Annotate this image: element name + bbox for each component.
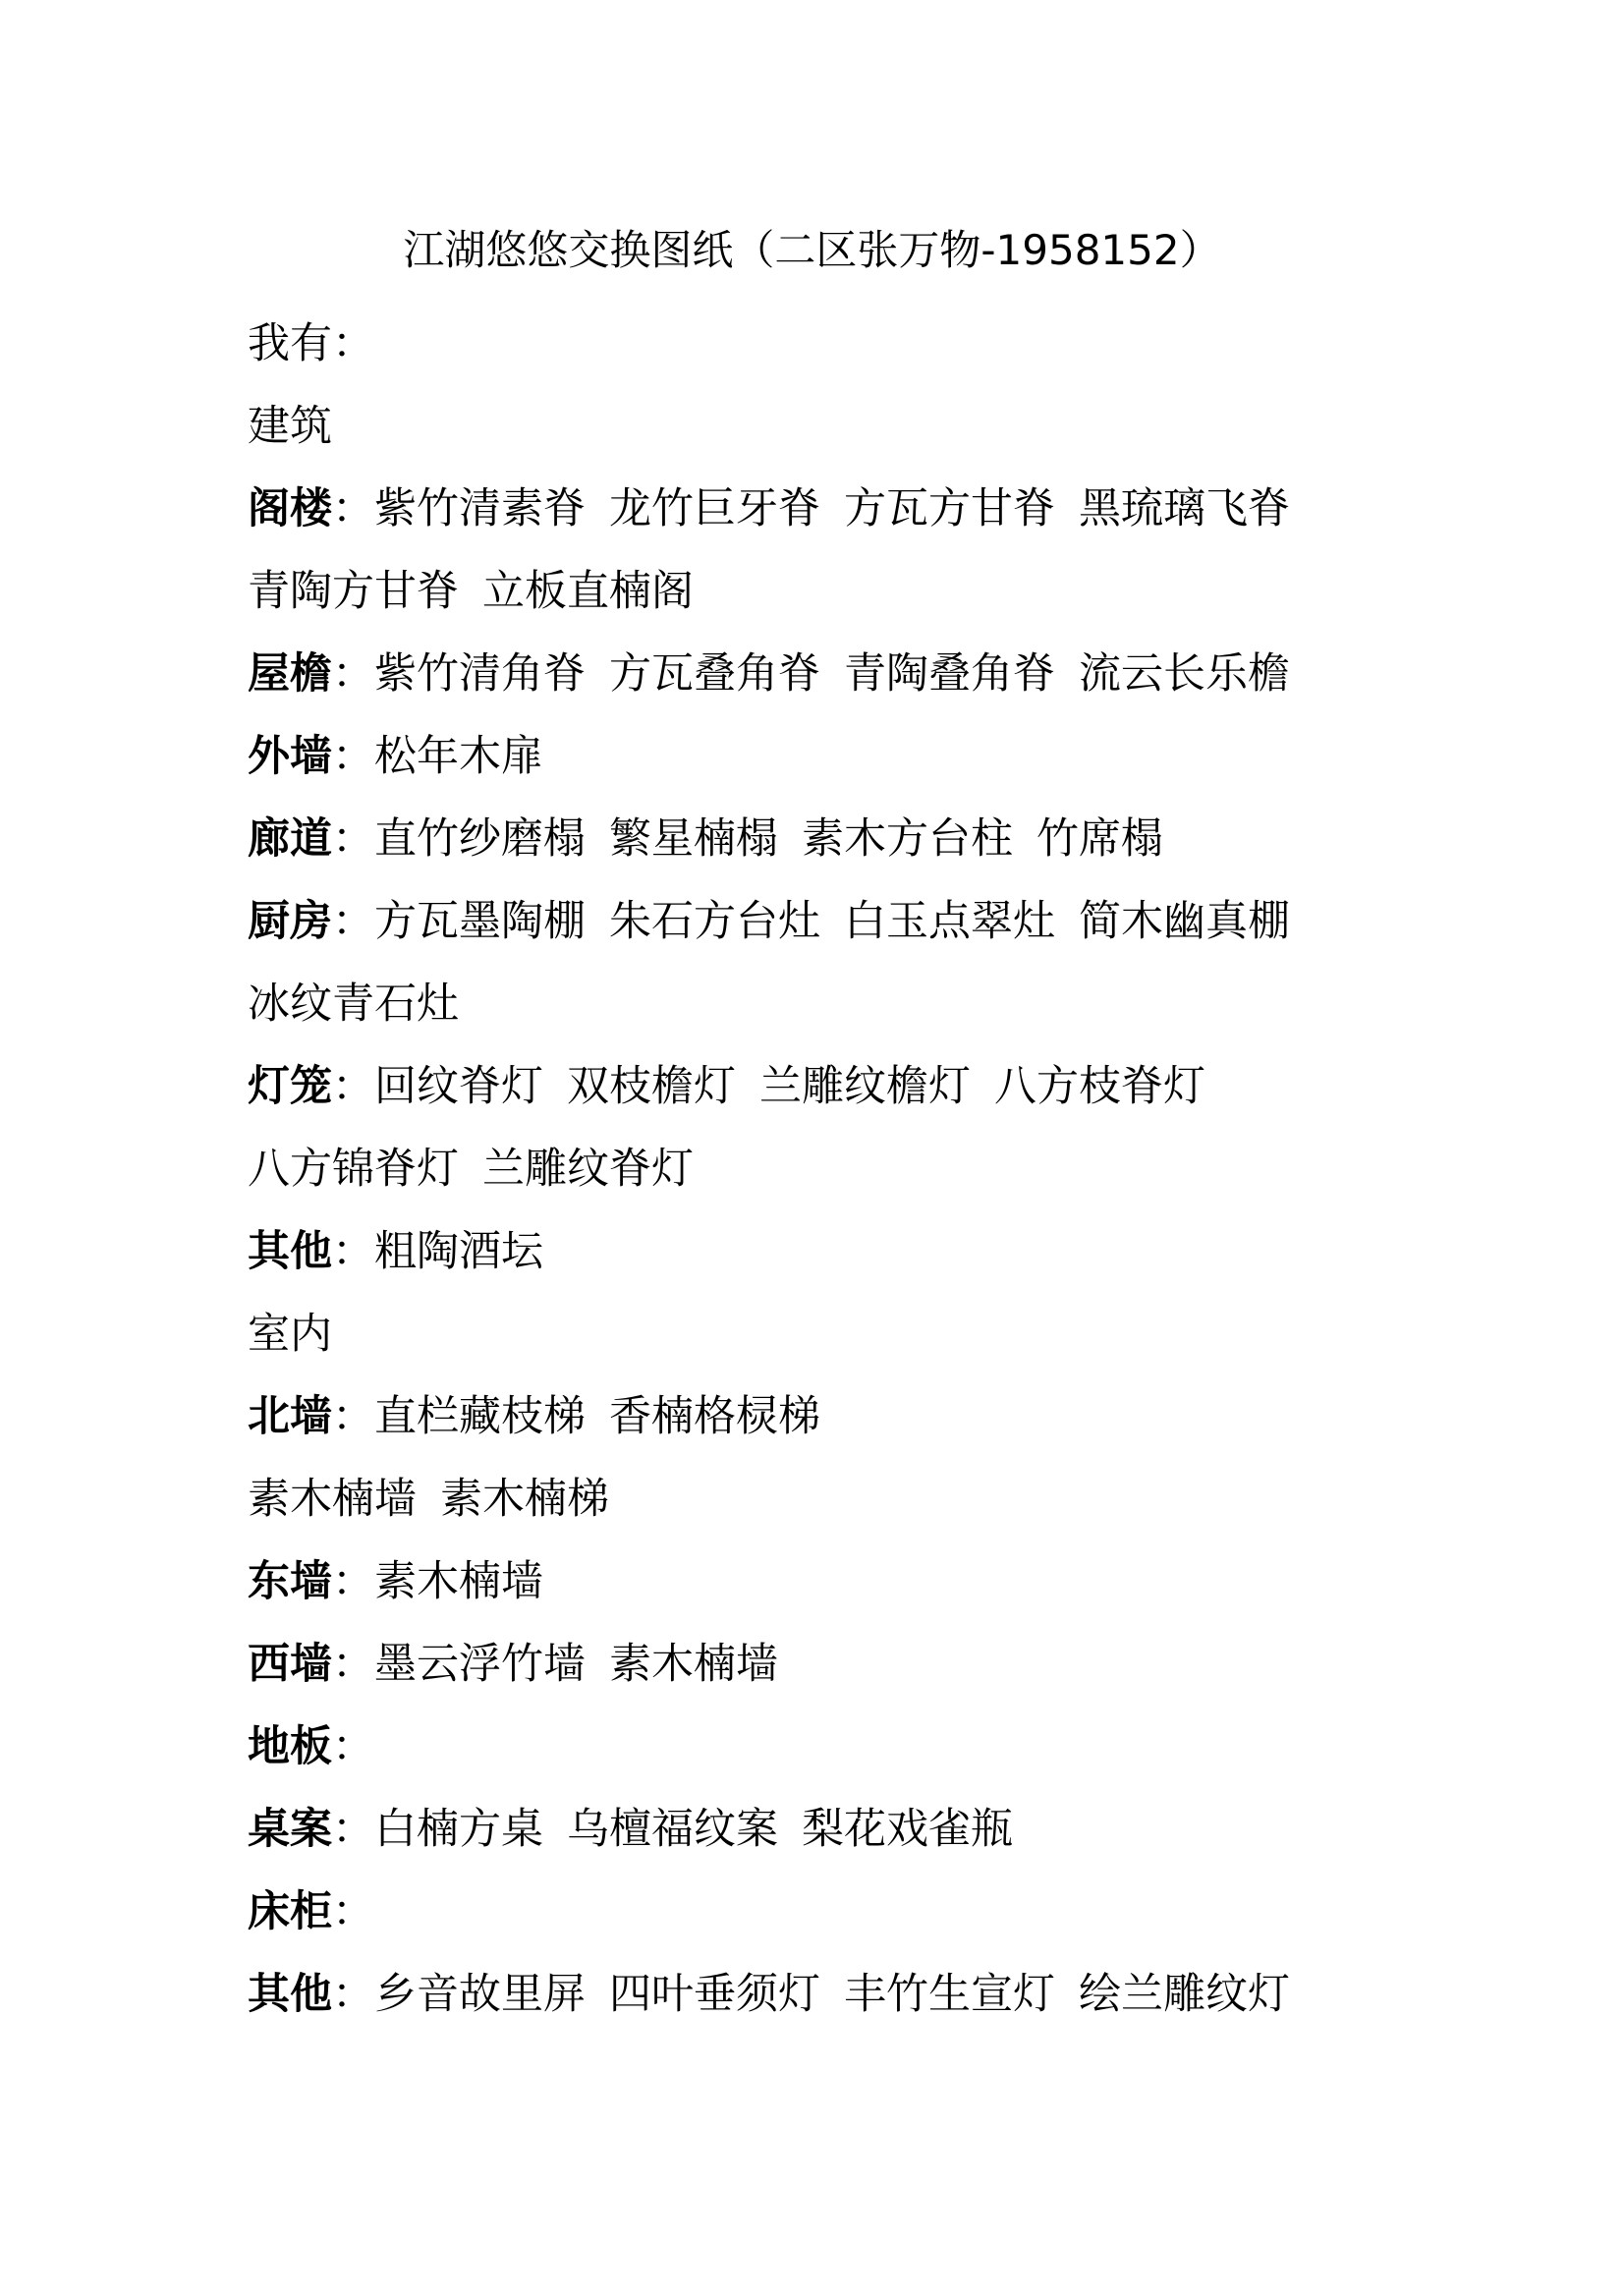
- blueprint-item: 素木楠墙: [248, 1475, 417, 1524]
- category-label: 地板: [248, 1722, 332, 1771]
- category-label: 西墙: [248, 1640, 332, 1689]
- item-group: [374, 1227, 543, 1276]
- list-line: [248, 1871, 1427, 1953]
- list-line: [248, 1706, 1427, 1788]
- category-label: 其他: [248, 1970, 332, 2019]
- blueprint-item: 双枝檐灯: [567, 1062, 736, 1111]
- blueprint-item: 立板直楠阁: [482, 567, 694, 616]
- label-separator: ：: [332, 1722, 374, 1771]
- list-line: [248, 798, 1427, 880]
- list-line: [248, 550, 1427, 633]
- list-line: [248, 1623, 1427, 1706]
- blueprint-item: 黑琉璃飞脊: [1079, 484, 1290, 533]
- blueprint-item: 直竹纱磨榻: [374, 814, 586, 864]
- list-line: [248, 1540, 1427, 1623]
- section-heading: 我有：: [248, 319, 374, 368]
- item-group: [374, 897, 1290, 946]
- blueprint-item: 青陶方甘脊: [248, 567, 459, 616]
- item-group: [374, 814, 1163, 864]
- blueprint-item: 墨云浮竹墙: [374, 1640, 586, 1689]
- list-line: [248, 715, 1427, 798]
- category-label: 厨房: [248, 897, 332, 946]
- label-separator: ：: [332, 649, 374, 699]
- blueprint-item: 简木幽真棚: [1079, 897, 1290, 946]
- item-group: [374, 1392, 820, 1441]
- blueprint-item: 龙竹巨牙脊: [609, 484, 820, 533]
- blueprint-item: 紫竹清角脊: [374, 649, 586, 699]
- blueprint-item: 流云长乐檐: [1079, 649, 1290, 699]
- blueprint-item: 方瓦墨陶棚: [374, 897, 586, 946]
- section-heading: 室内: [248, 1310, 332, 1359]
- item-group: [374, 1062, 1205, 1111]
- category-label: 其他: [248, 1227, 332, 1276]
- category-label: 阁楼: [248, 484, 332, 533]
- item-group: [374, 649, 1290, 699]
- blueprint-item: 四叶垂须灯: [609, 1970, 820, 2019]
- category-label: 灯笼: [248, 1062, 332, 1111]
- category-label: 床柜: [248, 1887, 332, 1936]
- list-line: [248, 880, 1427, 963]
- blueprint-item: 香楠格棂梯: [609, 1392, 820, 1441]
- list-line: [248, 1128, 1427, 1210]
- blueprint-item: 冰纹青石灶: [248, 980, 459, 1029]
- label-separator: ：: [332, 1557, 374, 1606]
- blueprint-item: 素木楠墙: [374, 1557, 543, 1606]
- blueprint-item: 兰雕纹脊灯: [482, 1145, 694, 1194]
- blueprint-item: 朱石方台灶: [609, 897, 820, 946]
- list-line: [248, 633, 1427, 715]
- label-separator: ：: [332, 1805, 374, 1854]
- blueprint-item: 白玉点翠灶: [844, 897, 1055, 946]
- category-label: 东墙: [248, 1557, 332, 1606]
- item-group: [374, 1805, 1013, 1854]
- label-separator: ：: [332, 1062, 374, 1111]
- blueprint-item: 绘兰雕纹灯: [1079, 1970, 1290, 2019]
- list-line: [248, 1953, 1427, 2036]
- blueprint-item: 八方枝脊灯: [994, 1062, 1205, 1111]
- item-group: [248, 1475, 609, 1524]
- label-separator: ：: [332, 897, 374, 946]
- section-heading: 建筑: [248, 402, 332, 451]
- blueprint-item: 素木楠墙: [609, 1640, 778, 1689]
- item-group: [374, 1970, 1290, 2019]
- blueprint-item: 竹席榻: [1036, 814, 1163, 864]
- item-group: [248, 980, 459, 1029]
- blueprint-item: 丰竹生宣灯: [844, 1970, 1055, 2019]
- blueprint-item: 素木楠梯: [440, 1475, 609, 1524]
- list-line: [248, 1788, 1427, 1871]
- category-label: 屋檐: [248, 649, 332, 699]
- category-label: 北墙: [248, 1392, 332, 1441]
- category-label: 桌案: [248, 1805, 332, 1854]
- document-title: 江湖悠悠交换图纸（二区张万物-1958152）: [403, 226, 1221, 274]
- blueprint-item: 兰雕纹檐灯: [759, 1062, 971, 1111]
- label-separator: ：: [332, 1970, 374, 2019]
- blueprint-item: 回纹脊灯: [374, 1062, 543, 1111]
- item-group: [374, 1557, 543, 1606]
- label-separator: ：: [332, 1887, 374, 1936]
- blueprint-item: 白楠方桌: [374, 1805, 543, 1854]
- category-label: 廊道: [248, 814, 332, 864]
- category-label: 外墙: [248, 732, 332, 781]
- item-group: [248, 1145, 694, 1194]
- blueprint-item: 青陶叠角脊: [844, 649, 1055, 699]
- blueprint-item: 松年木扉: [374, 732, 543, 781]
- item-group: [374, 732, 543, 781]
- blueprint-item: 方瓦叠角脊: [609, 649, 820, 699]
- blueprint-item: 粗陶酒坛: [374, 1227, 543, 1276]
- blueprint-list: [248, 303, 1427, 2036]
- blueprint-item: 八方锦脊灯: [248, 1145, 459, 1194]
- list-line: [248, 1458, 1427, 1540]
- item-group: [374, 1640, 778, 1689]
- label-separator: ：: [332, 1392, 374, 1441]
- list-line: [248, 1375, 1427, 1458]
- blueprint-item: 梨花戏雀瓶: [802, 1805, 1013, 1854]
- blueprint-item: 方瓦方甘脊: [844, 484, 1055, 533]
- item-group: [248, 567, 694, 616]
- blueprint-item: 素木方台柱: [802, 814, 1013, 864]
- label-separator: ：: [332, 484, 374, 533]
- list-line: [248, 963, 1427, 1045]
- list-line: [248, 1045, 1427, 1128]
- label-separator: ：: [332, 1227, 374, 1276]
- label-separator: ：: [332, 732, 374, 781]
- blueprint-item: 直栏藏枝梯: [374, 1392, 586, 1441]
- blueprint-item: 繁星楠榻: [609, 814, 778, 864]
- blueprint-item: 紫竹清素脊: [374, 484, 586, 533]
- list-line: [248, 1210, 1427, 1293]
- list-line: [248, 468, 1427, 550]
- item-group: [374, 484, 1290, 533]
- blueprint-item: 乌檀福纹案: [567, 1805, 778, 1854]
- label-separator: ：: [332, 814, 374, 864]
- blueprint-item: 乡音故里屏: [374, 1970, 586, 2019]
- label-separator: ：: [332, 1640, 374, 1689]
